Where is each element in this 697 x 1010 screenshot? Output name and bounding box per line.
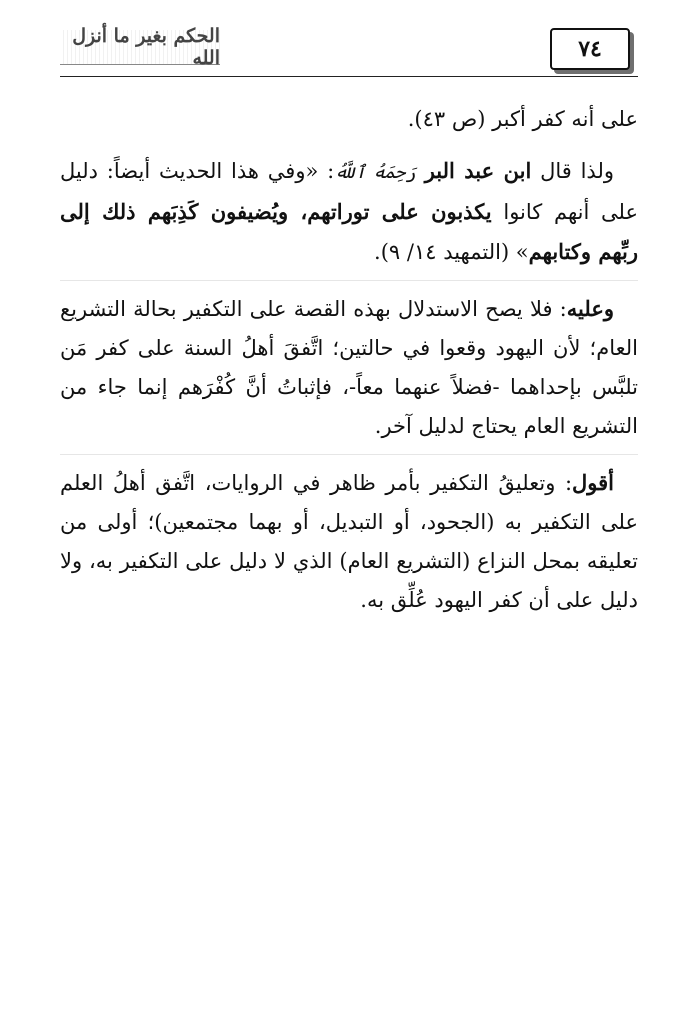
paragraph-1 <box>60 100 638 139</box>
soft-divider-2 <box>60 454 638 455</box>
scholar-name: ابن عبد البر <box>424 158 532 183</box>
page-header <box>60 22 638 80</box>
soft-divider-1 <box>60 280 638 281</box>
paragraph-4-lead: أقول <box>572 470 614 495</box>
paragraph-1-text: على أنه كفر أكبر (ص ٤٣). <box>407 107 638 131</box>
paragraph-2-part1: ولذا قال <box>531 159 614 183</box>
paragraph-3-text: : فلا يصح الاستدلال بهذه القصة على التكفير بحالة التشريع العام؛ لأن اليهود وقعوا في حالتين؛ اتَّفقَ أهلُ السنة على كفر مَن تلبَّس بإحداهما -فضلاً عنهما معاً-، فإثباتُ أنَّ كُفْرَهم إنما جاء من التشريع العام يحتاج لدليل آخر. <box>60 297 638 438</box>
paragraph-2-part3: » (التمهيد ١٤/ ٩). <box>374 240 529 264</box>
paragraph-4 <box>60 463 638 620</box>
honorific: رَحِمَهُ ٱللَّهُ <box>334 162 416 183</box>
header-divider <box>60 76 638 77</box>
page-body <box>60 100 638 620</box>
book-title: الحكم بغير ما أنزل الله <box>60 30 220 65</box>
page-number: ٧٤ <box>578 36 602 62</box>
paragraph-2-bold-quote: يكذبون على توراتهم، ويُضيفون كَذِبَهم ذلك إلى ربِّهم وكتابهم <box>60 199 638 264</box>
paragraph-2 <box>60 151 638 272</box>
paragraph-4-text: : وتعليقُ التكفير بأمر ظاهر في الروايات، اتَّفق أهلُ العلم على التكفير به (الجحود، أو التبديل، أو بهما مجتمعين)؛ أولى من تعليقه بمحل النزاع (التشريع العام) الذي لا دليل على التكفير به، ولا دليل على أن كفر اليهود عُلِّق به. <box>60 471 638 612</box>
paragraph-3 <box>60 289 638 446</box>
paragraph-2-part2: : «وفي هذا الحديث أيضاً: دليل على أنهم كانوا <box>60 159 638 224</box>
page-number-box <box>550 28 630 70</box>
paragraph-3-lead: وعليه <box>566 296 614 321</box>
